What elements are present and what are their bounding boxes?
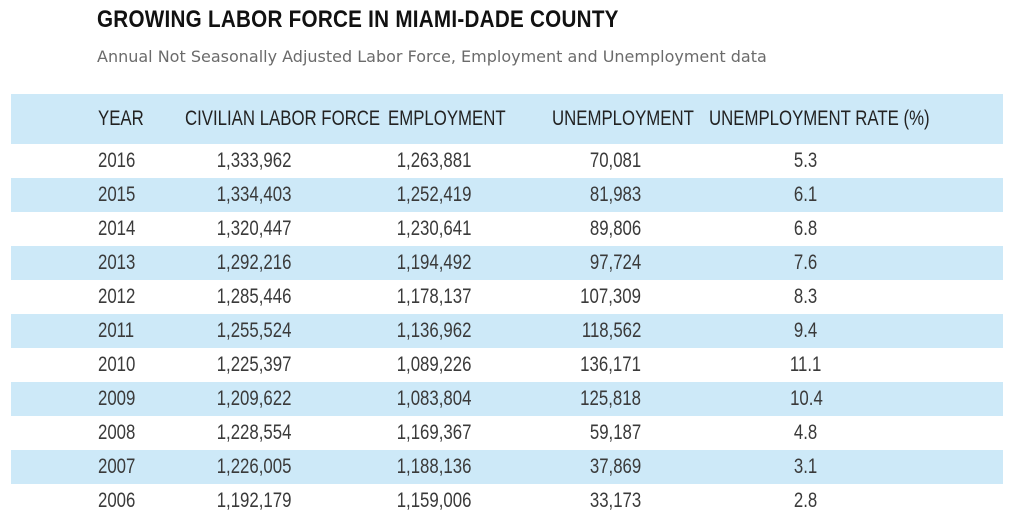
cell-civilian-labor-force-value: 1,255,524 bbox=[216, 319, 291, 342]
cell-civilian-labor-force bbox=[141, 280, 291, 314]
cell-employment-value: 1,252,419 bbox=[396, 183, 471, 206]
cell-civilian-labor-force-value: 1,228,554 bbox=[216, 421, 291, 444]
labor-force-table bbox=[11, 94, 1003, 518]
cell-year-value: 2016 bbox=[98, 149, 136, 172]
cell-year-value: 2007 bbox=[98, 455, 136, 478]
cell-civilian-labor-force bbox=[141, 178, 291, 212]
table-row bbox=[11, 246, 1003, 280]
cell-unemployment-rate bbox=[746, 246, 866, 280]
cell-unemployment-rate bbox=[746, 178, 866, 212]
table-row bbox=[11, 484, 1003, 518]
cell-employment bbox=[321, 280, 471, 314]
cell-employment-value: 1,263,881 bbox=[396, 149, 471, 172]
table-row bbox=[11, 416, 1003, 450]
table-row bbox=[11, 314, 1003, 348]
cell-unemployment-value: 125,818 bbox=[580, 387, 641, 410]
cell-unemployment-rate-value: 11.1 bbox=[790, 353, 822, 376]
cell-unemployment-value: 107,309 bbox=[580, 285, 641, 308]
cell-unemployment bbox=[491, 484, 641, 518]
cell-employment-value: 1,194,492 bbox=[396, 251, 471, 274]
cell-unemployment-rate bbox=[746, 484, 866, 518]
cell-unemployment-value: 118,562 bbox=[581, 319, 641, 342]
cell-employment-value: 1,136,962 bbox=[396, 319, 471, 342]
cell-unemployment-value: 70,081 bbox=[589, 149, 641, 172]
cell-unemployment-rate-value: 6.1 bbox=[794, 183, 818, 206]
cell-employment bbox=[321, 450, 471, 484]
cell-unemployment-rate bbox=[746, 382, 866, 416]
cell-unemployment-rate-value: 5.3 bbox=[794, 149, 818, 172]
table-row bbox=[11, 450, 1003, 484]
cell-employment bbox=[321, 246, 471, 280]
cell-unemployment-value: 81,983 bbox=[589, 183, 641, 206]
cell-unemployment-rate-value: 2.8 bbox=[794, 489, 818, 512]
cell-year-value: 2015 bbox=[98, 183, 136, 206]
cell-employment-value: 1,230,641 bbox=[396, 217, 471, 240]
cell-unemployment-rate-value: 7.6 bbox=[794, 251, 818, 274]
cell-civilian-labor-force bbox=[141, 246, 291, 280]
cell-civilian-labor-force bbox=[141, 450, 291, 484]
header-employment-label: EMPLOYMENT bbox=[388, 107, 506, 130]
cell-civilian-labor-force bbox=[141, 314, 291, 348]
cell-civilian-labor-force-value: 1,192,179 bbox=[216, 489, 291, 512]
cell-employment-value: 1,159,006 bbox=[396, 489, 471, 512]
cell-unemployment bbox=[491, 246, 641, 280]
cell-unemployment-rate bbox=[746, 416, 866, 450]
cell-year-value: 2014 bbox=[98, 217, 136, 240]
cell-unemployment-rate-value: 9.4 bbox=[794, 319, 818, 342]
cell-unemployment-rate bbox=[746, 314, 866, 348]
table-row bbox=[11, 178, 1003, 212]
cell-unemployment-rate-value: 10.4 bbox=[789, 387, 823, 410]
cell-unemployment-rate-value: 6.8 bbox=[794, 217, 818, 240]
cell-unemployment-value: 89,806 bbox=[589, 217, 641, 240]
cell-unemployment-value: 97,724 bbox=[589, 251, 641, 274]
cell-employment-value: 1,178,137 bbox=[396, 285, 471, 308]
header-unemployment-label: UNEMPLOYMENT bbox=[552, 107, 694, 130]
cell-employment bbox=[321, 144, 471, 178]
cell-year-value: 2010 bbox=[98, 353, 136, 376]
cell-civilian-labor-force bbox=[141, 484, 291, 518]
cell-unemployment-value: 59,187 bbox=[589, 421, 641, 444]
cell-employment bbox=[321, 348, 471, 382]
cell-employment bbox=[321, 178, 471, 212]
header-unemployment bbox=[552, 94, 712, 144]
cell-civilian-labor-force-value: 1,320,447 bbox=[216, 217, 291, 240]
table-row bbox=[11, 144, 1003, 178]
table-row bbox=[11, 382, 1003, 416]
cell-civilian-labor-force-value: 1,292,216 bbox=[216, 251, 291, 274]
cell-civilian-labor-force bbox=[141, 144, 291, 178]
cell-year-value: 2011 bbox=[98, 319, 135, 342]
cell-unemployment bbox=[491, 212, 641, 246]
cell-unemployment bbox=[491, 178, 641, 212]
cell-employment bbox=[321, 314, 471, 348]
cell-unemployment bbox=[491, 280, 641, 314]
cell-civilian-labor-force-value: 1,226,005 bbox=[216, 455, 291, 478]
header-civilian-labor-force-label: CIVILIAN LABOR FORCE bbox=[185, 107, 381, 130]
header-unemployment-rate-label: UNEMPLOYMENT RATE (%) bbox=[709, 107, 930, 130]
cell-unemployment bbox=[491, 348, 641, 382]
chart-subtitle: Annual Not Seasonally Adjusted Labor Force, Employment and Unemployment data bbox=[97, 47, 767, 66]
header-year bbox=[98, 94, 178, 144]
cell-year-value: 2006 bbox=[98, 489, 136, 512]
header-employment bbox=[388, 94, 528, 144]
table-row bbox=[11, 212, 1003, 246]
cell-civilian-labor-force-value: 1,334,403 bbox=[216, 183, 291, 206]
cell-employment-value: 1,169,367 bbox=[396, 421, 471, 444]
cell-unemployment-rate bbox=[746, 280, 866, 314]
cell-unemployment-rate bbox=[746, 144, 866, 178]
cell-unemployment bbox=[491, 314, 641, 348]
cell-civilian-labor-force bbox=[141, 382, 291, 416]
cell-unemployment bbox=[491, 416, 641, 450]
cell-civilian-labor-force-value: 1,333,962 bbox=[216, 149, 291, 172]
cell-civilian-labor-force-value: 1,225,397 bbox=[216, 353, 291, 376]
cell-unemployment-rate bbox=[746, 348, 866, 382]
cell-employment-value: 1,083,804 bbox=[396, 387, 471, 410]
cell-civilian-labor-force bbox=[141, 416, 291, 450]
cell-civilian-labor-force-value: 1,285,446 bbox=[216, 285, 291, 308]
header-civilian-labor-force bbox=[185, 94, 385, 144]
cell-employment bbox=[321, 484, 471, 518]
cell-unemployment-rate-value: 8.3 bbox=[794, 285, 818, 308]
cell-employment bbox=[321, 382, 471, 416]
cell-unemployment bbox=[491, 144, 641, 178]
cell-unemployment-value: 37,869 bbox=[589, 455, 641, 478]
header-year-label: YEAR bbox=[98, 107, 144, 130]
cell-employment bbox=[321, 416, 471, 450]
header-unemployment-rate bbox=[709, 94, 969, 144]
table-row bbox=[11, 280, 1003, 314]
cell-unemployment-value: 136,171 bbox=[580, 353, 641, 376]
cell-employment-value: 1,089,226 bbox=[396, 353, 471, 376]
table-header-row bbox=[11, 94, 1003, 144]
cell-unemployment bbox=[491, 382, 641, 416]
cell-unemployment bbox=[491, 450, 641, 484]
cell-civilian-labor-force-value: 1,209,622 bbox=[216, 387, 291, 410]
chart-title: GROWING LABOR FORCE IN MIAMI-DADE COUNTY bbox=[97, 6, 619, 33]
cell-unemployment-value: 33,173 bbox=[589, 489, 641, 512]
cell-unemployment-rate bbox=[746, 450, 866, 484]
table-row bbox=[11, 348, 1003, 382]
cell-year-value: 2012 bbox=[98, 285, 136, 308]
cell-civilian-labor-force bbox=[141, 212, 291, 246]
cell-employment-value: 1,188,136 bbox=[396, 455, 471, 478]
cell-civilian-labor-force bbox=[141, 348, 291, 382]
cell-unemployment-rate-value: 3.1 bbox=[794, 455, 818, 478]
cell-year-value: 2008 bbox=[98, 421, 136, 444]
cell-unemployment-rate bbox=[746, 212, 866, 246]
cell-year-value: 2009 bbox=[98, 387, 136, 410]
cell-employment bbox=[321, 212, 471, 246]
cell-year-value: 2013 bbox=[98, 251, 136, 274]
cell-unemployment-rate-value: 4.8 bbox=[794, 421, 818, 444]
table-body bbox=[11, 144, 1003, 518]
